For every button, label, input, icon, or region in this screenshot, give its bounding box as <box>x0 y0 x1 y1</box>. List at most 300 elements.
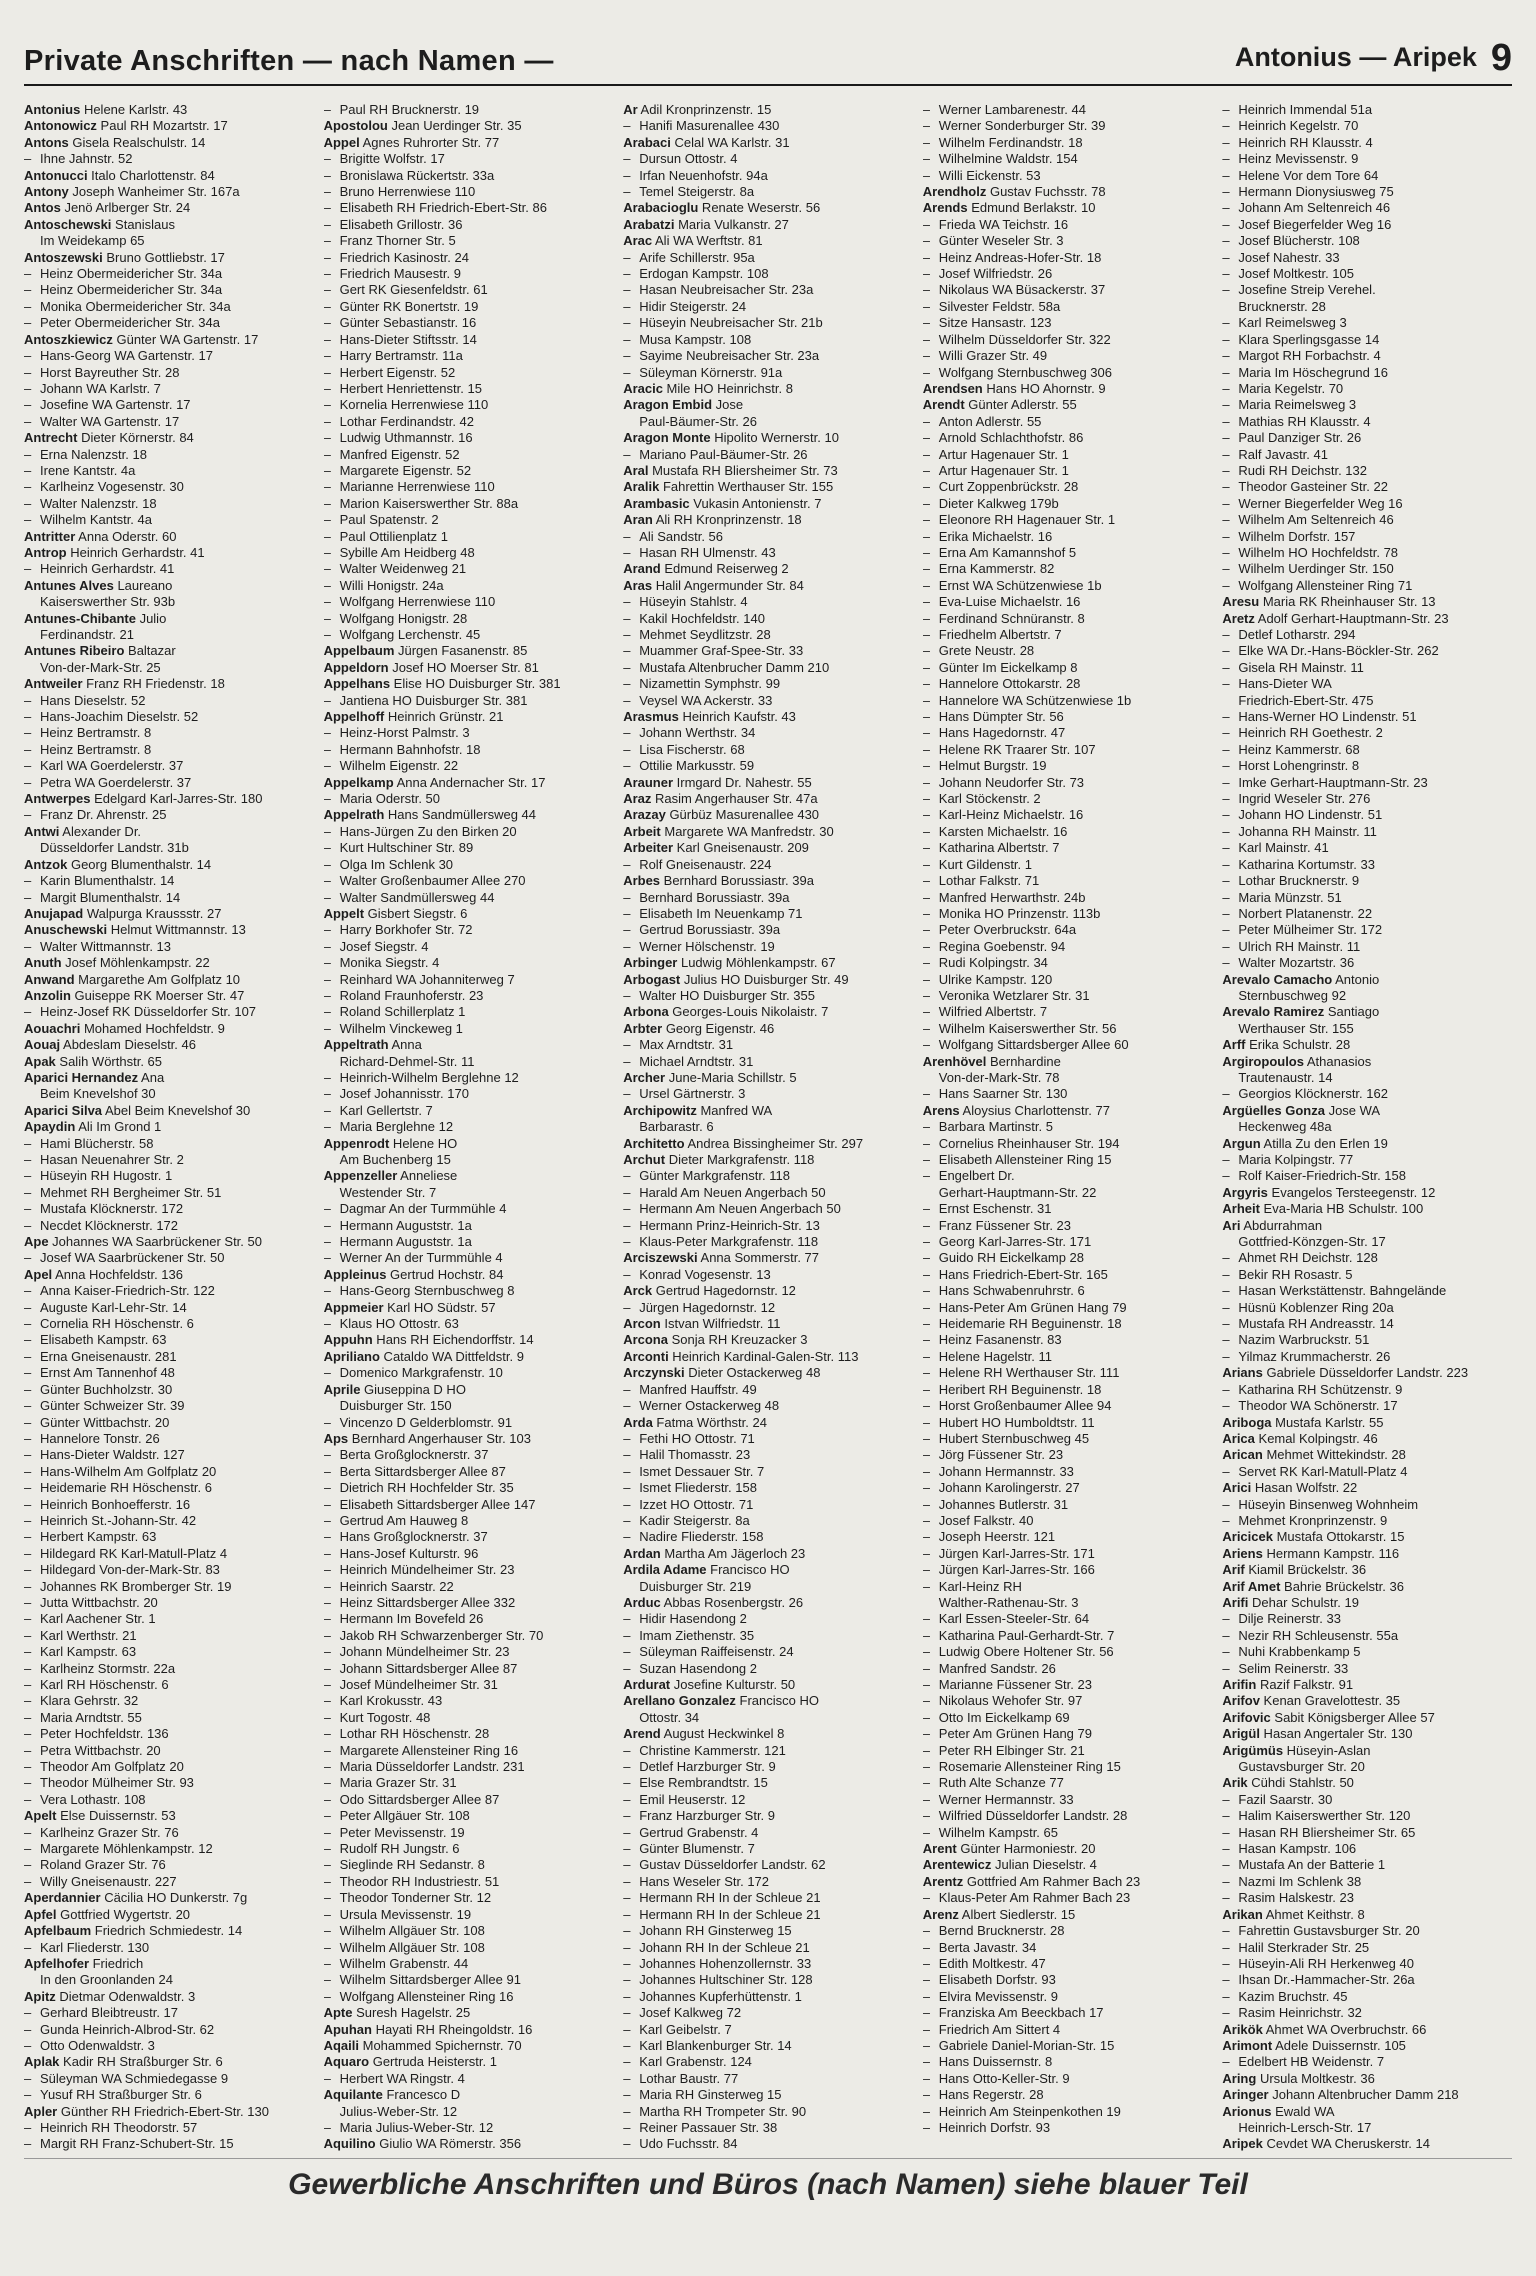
entry-details: Elvira Mevissenstr. 9 <box>938 1988 1058 2004</box>
dash-marker: – <box>323 2119 331 2135</box>
directory-continuation: Kaiserswerther Str. 93b <box>40 594 176 610</box>
directory-entry <box>923 1874 1213 1890</box>
surname: Antonius <box>24 102 81 117</box>
dash-marker: – <box>24 1201 32 1217</box>
entry-details: Ahmet WA Overbruchstr. 66 <box>1262 2021 1427 2037</box>
entry-details: Theodor Am Golfplatz 20 <box>40 1759 184 1775</box>
dash-marker: – <box>623 118 631 134</box>
directory-subentry <box>623 1480 913 1496</box>
directory-entry <box>24 1267 314 1283</box>
directory-entry <box>623 1349 913 1365</box>
directory-subentry <box>623 742 913 758</box>
entry-details: Sieglinde RH Sedanstr. 8 <box>339 1857 485 1873</box>
dash-marker: – <box>623 1644 631 1660</box>
entry-details: Werner Sonderburger Str. 39 <box>938 118 1106 134</box>
surname: Apuhan <box>323 2021 372 2037</box>
directory-subentry <box>623 1628 913 1644</box>
dash-marker: – <box>323 315 331 331</box>
dash-marker: – <box>323 971 331 987</box>
dash-marker: – <box>922 725 931 741</box>
dash-marker: – <box>922 1496 931 1512</box>
directory-subentry <box>923 693 1213 709</box>
entry-details: Bernd Brucknerstr. 28 <box>938 1923 1065 1939</box>
directory-continuation: Von-der-Mark-Str. 78 <box>938 1069 1060 1085</box>
dash-marker: – <box>1222 1923 1230 1939</box>
dash-marker: – <box>623 1660 631 1676</box>
directory-subentry <box>623 282 913 298</box>
directory-subentry <box>923 1136 1213 1152</box>
entry-details: Rasim Halskestr. 23 <box>1238 1890 1354 1906</box>
entry-details: Hermann Auguststr. 1a <box>339 1234 472 1250</box>
dash-marker: – <box>323 1841 331 1857</box>
dash-marker: – <box>323 1709 331 1725</box>
entry-details: Sabit Königsberger Allee 57 <box>1270 1709 1435 1725</box>
entry-details: Günter Buchholzstr. 30 <box>40 1381 173 1397</box>
dash-marker: – <box>1222 430 1230 446</box>
directory-subentry <box>324 545 614 561</box>
directory-entry <box>1222 2038 1512 2054</box>
dash-marker: – <box>24 1759 32 1775</box>
directory-subentry <box>324 496 614 512</box>
surname: Arif <box>1222 1562 1245 1578</box>
directory-subentry <box>1222 775 1512 791</box>
dash-marker: – <box>922 1808 931 1824</box>
dash-marker: – <box>24 2070 32 2086</box>
directory-subentry <box>923 1989 1213 2005</box>
entry-details: Josef Wilfriedstr. 26 <box>938 266 1053 282</box>
directory-subentry <box>923 775 1213 791</box>
entry-details: Anna Oderstr. 60 <box>75 528 177 544</box>
directory-entry <box>24 611 314 627</box>
directory-entry <box>1222 1218 1512 1234</box>
directory-subentry <box>324 168 614 184</box>
directory-entry <box>24 250 314 266</box>
directory-subentry <box>324 594 614 610</box>
directory-continuation: Heckenweg 48a <box>1238 1119 1332 1135</box>
entry-details: Vera Lothastr. 108 <box>40 1791 146 1807</box>
directory-subentry <box>324 1972 614 1988</box>
directory-entry <box>24 184 314 200</box>
entry-details: Sybille Am Heidberg 48 <box>339 544 475 560</box>
surname: Arheit <box>1222 1201 1260 1217</box>
directory-subentry <box>1222 545 1512 561</box>
dash-marker: – <box>623 249 631 265</box>
entry-details: Lothar Brucknerstr. 9 <box>1238 873 1360 889</box>
dash-marker: – <box>1222 331 1230 347</box>
entry-details: Werner Ostackerweg 48 <box>639 1398 780 1414</box>
dash-marker: – <box>922 1759 931 1775</box>
surname: Araz <box>623 791 652 807</box>
page-range <box>1235 37 1512 80</box>
directory-subentry <box>623 660 913 676</box>
directory-subentry <box>324 2120 614 2136</box>
entry-details: Nikolaus WA Büsackerstr. 37 <box>938 282 1106 298</box>
dash-marker: – <box>24 1791 32 1807</box>
dash-marker: – <box>24 938 32 954</box>
surname: Apfelbaum <box>24 1923 92 1939</box>
directory-subentry <box>1222 397 1512 413</box>
directory-subentry <box>1222 758 1512 774</box>
directory-subentry <box>623 250 913 266</box>
surname: Anwand <box>24 971 75 987</box>
directory-entry <box>1222 1480 1512 1496</box>
directory-subentry <box>24 151 314 167</box>
dash-marker: – <box>922 315 931 331</box>
entry-details: Willy Gneisenaustr. 227 <box>40 1873 177 1889</box>
directory-subentry <box>24 1546 314 1562</box>
directory-entry <box>24 1808 314 1824</box>
entry-details: Hermann Am Neuen Angerbach 50 <box>639 1201 841 1217</box>
entry-details: Sonja RH Kreuzacker 3 <box>667 1332 808 1348</box>
entry-details: Kemal Kolpingstr. 46 <box>1254 1430 1378 1446</box>
surname: Arif Amet <box>1222 1578 1281 1594</box>
surname: Arica <box>1222 1430 1255 1446</box>
entry-details: Karl Mainstr. 41 <box>1238 840 1329 856</box>
entry-details: Baltazar <box>124 643 176 659</box>
dash-marker: – <box>323 1906 331 1922</box>
dash-marker: – <box>1222 955 1230 971</box>
directory-continuation: Heinrich-Lersch-Str. 17 <box>1238 2119 1372 2135</box>
directory-subentry <box>923 1168 1213 1184</box>
directory-entry <box>324 1349 614 1365</box>
directory-subentry <box>623 1086 913 1102</box>
directory-subentry <box>324 2071 614 2087</box>
directory-subentry <box>623 1611 913 1627</box>
footer-note: Gewerbliche Anschriften und Büros (nach Namen) siehe blauer Teil <box>288 2168 1248 2201</box>
dash-marker: – <box>623 1037 631 1053</box>
dash-marker: – <box>323 167 331 183</box>
entry-details: Walter Mozartstr. 36 <box>1238 955 1355 971</box>
directory-subentry <box>923 282 1213 298</box>
entry-details: Helene HO <box>389 1135 458 1151</box>
dash-marker: – <box>922 1250 931 1266</box>
surname: Arevalo Camacho <box>1222 971 1333 987</box>
directory-subentry <box>1222 906 1512 922</box>
directory-subentry <box>1222 1940 1512 1956</box>
dash-marker: – <box>1222 233 1230 249</box>
entry-details: Emil Heuserstr. 12 <box>639 1791 746 1807</box>
dash-marker: – <box>323 1923 331 1939</box>
directory-subentry <box>623 2022 913 2038</box>
directory-continuation: Gottfried-Könzgen-Str. 17 <box>1238 1234 1386 1250</box>
dash-marker: – <box>623 905 631 921</box>
entry-details: Rasim Angerhauser Str. 47a <box>651 791 818 807</box>
dash-marker: – <box>623 266 631 282</box>
directory-subentry <box>623 1775 913 1791</box>
directory-entry <box>623 1103 913 1119</box>
directory-subentry <box>923 2022 1213 2038</box>
directory-subentry <box>324 611 614 627</box>
directory-entry <box>324 2087 614 2103</box>
entry-details: Albert Siedlerstr. 15 <box>958 1906 1076 1922</box>
dash-marker: – <box>1222 856 1230 872</box>
entry-details: Muammer Graf-Spee-Str. 33 <box>639 643 804 659</box>
directory-entry <box>1222 2087 1512 2103</box>
directory-subentry <box>324 1677 614 1693</box>
directory-entry <box>24 922 314 938</box>
surname: Arazay <box>623 807 666 823</box>
dash-marker: – <box>24 397 32 413</box>
dash-marker: – <box>623 610 631 626</box>
dash-marker: – <box>1222 1332 1230 1348</box>
entry-details: Hayati RH Rheingoldstr. 16 <box>371 2021 533 2037</box>
surname: Aps <box>323 1430 349 1446</box>
surname: Ardila Adame <box>623 1562 707 1578</box>
directory-subentry <box>623 2120 913 2136</box>
dash-marker: – <box>24 1430 32 1446</box>
entry-details: Hasan Angertaler Str. 130 <box>1259 1726 1413 1742</box>
dash-marker: – <box>922 1545 931 1561</box>
surname: Arent <box>922 1841 957 1857</box>
dash-marker: – <box>24 709 32 725</box>
directory-subentry <box>923 430 1213 446</box>
entry-details: Ottilie Markusstr. 59 <box>639 758 755 774</box>
surname: Anuth <box>24 955 62 971</box>
dash-marker: – <box>1222 2005 1230 2021</box>
surname: Appelhoff <box>323 709 385 725</box>
entry-details: Halim Kaiserswerther Str. 120 <box>1238 1808 1411 1824</box>
directory-entry <box>1222 1185 1512 1201</box>
surname: Arconti <box>623 1348 669 1364</box>
entry-details: Erika Michaelstr. 16 <box>938 528 1053 544</box>
dash-marker: – <box>1222 1857 1230 1873</box>
directory-subentry <box>324 972 614 988</box>
entry-details: Süleyman Körnerstr. 91a <box>639 364 783 380</box>
entry-details: Cornelia RH Höschenstr. 6 <box>40 1316 194 1332</box>
entry-details: Heinrich Gerhardstr. 41 <box>40 561 175 577</box>
dash-marker: – <box>922 1824 931 1840</box>
entry-details: Johannes Kupferhüttenstr. 1 <box>639 1988 802 2004</box>
surname: Arasmus <box>623 709 679 725</box>
directory-entry <box>324 1037 614 1053</box>
entry-details: Herbert Henriettenstr. 15 <box>339 380 482 396</box>
dash-marker: – <box>323 741 331 757</box>
dash-marker: – <box>323 627 331 642</box>
surname: Architetto <box>623 1135 685 1151</box>
directory-subentry <box>24 693 314 709</box>
directory-subentry <box>923 118 1213 134</box>
surname: Appel <box>323 134 360 150</box>
surname: Arciszewski <box>623 1250 698 1266</box>
directory-entry <box>24 1956 314 1972</box>
entry-details: August Heckwinkel 8 <box>660 1726 785 1742</box>
directory-continuation: Richard-Dehmel-Str. 11 <box>339 1053 475 1069</box>
entry-details: Musa Kampstr. 108 <box>639 331 752 347</box>
entry-details: Gerhard Bleibtreustr. 17 <box>40 2005 179 2021</box>
dash-marker: – <box>623 1759 631 1775</box>
dash-marker: – <box>922 266 931 282</box>
dash-marker: – <box>24 1250 32 1266</box>
directory-entry <box>324 2005 614 2021</box>
dash-marker: – <box>623 2087 631 2103</box>
directory-entry <box>923 397 1213 413</box>
directory-entry <box>623 1316 913 1332</box>
entry-details: Karl Grabenstr. 124 <box>639 2054 752 2070</box>
dash-marker: – <box>623 1890 631 1906</box>
dash-marker: – <box>623 528 631 544</box>
directory-entry <box>1222 2071 1512 2087</box>
dash-marker: – <box>323 512 331 528</box>
directory-subentry <box>324 742 614 758</box>
entry-details: Heinrich Kaufstr. 43 <box>678 709 796 725</box>
surname: Aouaj <box>24 1037 61 1053</box>
entry-details: Theodor Mülheimer Str. 93 <box>40 1775 194 1791</box>
entry-details: Josef Falkstr. 40 <box>938 1512 1034 1528</box>
entry-details: Hüsnü Koblenzer Ring 20a <box>1238 1299 1394 1315</box>
directory-subentry <box>24 1579 314 1595</box>
directory-subentry <box>24 890 314 906</box>
entry-details: Johann HO Lindenstr. 51 <box>1238 807 1383 823</box>
entry-details: Heinrich St.-Johann-Str. 42 <box>40 1512 197 1528</box>
entry-details: Odo Sittardsberger Allee 87 <box>339 1791 500 1807</box>
dash-marker: – <box>1222 1496 1230 1512</box>
surname: Arbeiter <box>623 840 674 856</box>
entry-details: Else Duissernstr. 53 <box>56 1808 176 1824</box>
entry-details: Georgios Klöcknerstr. 162 <box>1238 1086 1388 1102</box>
dash-marker: – <box>922 561 931 577</box>
dash-marker: – <box>922 331 931 347</box>
directory-subentry <box>923 972 1213 988</box>
dash-marker: – <box>24 1512 32 1528</box>
dash-marker: – <box>323 725 331 741</box>
dash-marker: – <box>1222 889 1230 905</box>
dash-marker: – <box>323 561 331 577</box>
dash-marker: – <box>1222 1299 1230 1315</box>
entry-details: Irene Kantstr. 4a <box>40 462 136 478</box>
dash-marker: – <box>922 1299 931 1315</box>
directory-entry <box>24 1119 314 1135</box>
dash-marker: – <box>623 1988 631 2004</box>
entry-details: Gustav Düsseldorfer Landstr. 62 <box>639 1857 826 1873</box>
directory-subentry <box>24 1447 314 1463</box>
directory-entry <box>923 184 1213 200</box>
directory-subentry <box>1222 496 1512 512</box>
directory-subentry <box>324 1464 614 1480</box>
directory-subentry <box>923 1890 1213 1906</box>
dash-marker: – <box>922 1726 931 1742</box>
entry-details: Ingrid Weseler Str. 276 <box>1238 791 1371 807</box>
surname: Arbinger <box>623 955 678 971</box>
dash-marker: – <box>922 528 931 544</box>
entry-details: Hermann RH In der Schleue 21 <box>639 1906 821 1922</box>
directory-entry <box>1222 1546 1512 1562</box>
dash-marker: – <box>24 495 32 511</box>
directory-subentry <box>24 1497 314 1513</box>
entry-details: Monika HO Prinzenstr. 113b <box>938 905 1101 921</box>
directory-entry <box>1222 2136 1512 2152</box>
dash-marker: – <box>1222 1890 1230 1906</box>
entry-details: Kurt Togostr. 48 <box>339 1709 431 1725</box>
dash-marker: – <box>922 1283 931 1299</box>
directory-subentry <box>24 1480 314 1496</box>
directory-subentry <box>623 1529 913 1545</box>
directory-entry <box>324 118 614 134</box>
dash-marker: – <box>1222 1316 1230 1332</box>
dash-marker: – <box>623 2103 631 2119</box>
directory-subentry <box>623 168 913 184</box>
dash-marker: – <box>922 1791 931 1807</box>
dash-marker: – <box>623 1529 631 1545</box>
dash-marker: – <box>623 1841 631 1857</box>
directory-subentry <box>923 1004 1213 1020</box>
directory-subentry <box>923 840 1213 856</box>
dash-marker: – <box>623 1184 631 1200</box>
surname: Aouachri <box>24 1020 81 1036</box>
entry-details: Josef Johannisstr. 170 <box>339 1086 469 1102</box>
surname: Aragon Embid <box>623 397 713 413</box>
directory-subentry <box>324 725 614 741</box>
directory-subentry <box>324 200 614 216</box>
dash-marker: – <box>323 2070 331 2086</box>
directory-subentry <box>24 1693 314 1709</box>
entry-details: Gabriele Düsseldorfer Landstr. 223 <box>1262 1365 1469 1381</box>
entry-details: Klaus-Peter Am Rahmer Bach 23 <box>938 1890 1131 1906</box>
dash-marker: – <box>623 1381 631 1397</box>
entry-details: Friedrich Kasinostr. 24 <box>339 249 469 265</box>
entry-details: Kiamil Brückelstr. 36 <box>1244 1562 1367 1578</box>
directory-subentry <box>24 1382 314 1398</box>
entry-details: Jose WA <box>1324 1102 1381 1118</box>
entry-details: Halil Angermunder Str. 84 <box>652 577 804 593</box>
entry-details: Michael Arndtstr. 31 <box>639 1053 754 1069</box>
footer-divider <box>24 2158 1512 2159</box>
dash-marker: – <box>1222 528 1230 544</box>
dash-marker: – <box>623 2119 631 2135</box>
directory-subentry <box>923 857 1213 873</box>
dash-marker: – <box>922 1398 931 1414</box>
entry-details: Günter Harmoniestr. 20 <box>956 1841 1096 1857</box>
dash-marker: – <box>24 1644 32 1660</box>
dash-marker: – <box>623 2037 631 2053</box>
directory-subentry <box>324 988 614 1004</box>
entry-details: Jakob RH Schwarzenberger Str. 70 <box>339 1627 544 1643</box>
directory-subentry <box>923 1956 1213 1972</box>
entry-details: Anna Kaiser-Friedrich-Str. 122 <box>40 1283 215 1299</box>
entry-details: Elke WA Dr.-Hans-Böckler-Str. 262 <box>1238 643 1439 659</box>
surname: Apfel <box>24 1906 57 1922</box>
entry-details: Wolfgang Herrenwiese 110 <box>339 594 496 610</box>
dash-marker: – <box>24 2037 32 2053</box>
dash-marker: – <box>922 873 931 889</box>
directory-subentry <box>324 955 614 971</box>
dash-marker: – <box>24 807 32 823</box>
entry-details: Günter Adlerstr. 55 <box>964 397 1077 413</box>
entry-details: Stanislaus <box>111 216 176 232</box>
surname: Appenrodt <box>323 1135 390 1151</box>
directory-subentry <box>324 791 614 807</box>
entry-details: Georg Karl-Jarres-Str. 171 <box>938 1234 1092 1250</box>
directory-subentry <box>623 988 913 1004</box>
directory-subentry <box>24 1365 314 1381</box>
directory-subentry <box>923 1940 1213 1956</box>
entry-details: Jutta Wittbachstr. 20 <box>40 1594 158 1610</box>
surname: Arifov <box>1222 1693 1260 1709</box>
directory-entry <box>1222 1415 1512 1431</box>
dash-marker: – <box>24 1299 32 1315</box>
dash-marker: – <box>1222 1660 1230 1676</box>
entry-details: Hasan Kampstr. 106 <box>1238 1841 1357 1857</box>
dash-marker: – <box>323 938 331 954</box>
surname: Arifi <box>1222 1594 1249 1610</box>
entry-details: Hanifi Masurenallee 430 <box>639 118 780 134</box>
entry-details: Edmund Reiserweg 2 <box>660 561 789 577</box>
dash-marker: – <box>323 1890 331 1906</box>
entry-details: Ernst Eschenstr. 31 <box>938 1201 1052 1217</box>
directory-entry <box>324 1332 614 1348</box>
directory-subentry <box>923 725 1213 741</box>
directory-subentry <box>324 315 614 331</box>
entry-details: Josef Möhlenkampstr. 22 <box>61 955 210 971</box>
